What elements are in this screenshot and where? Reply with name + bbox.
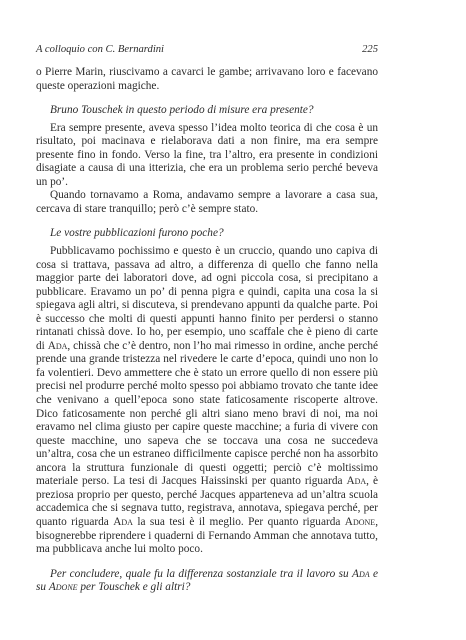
running-title: A colloquio con C. Bernardini <box>36 44 164 55</box>
ada-small-caps: Ada <box>346 475 367 488</box>
interview-question-conclusion <box>36 568 378 595</box>
text-run: Pubblicavamo pochissimo e questo è un cruccio, quando uno capiva di cosa si trattava, passava ad altro, a differenza di quello che fanno nella maggior parte dei laboratori dove, ad ogni piccola cosa, si precipitano a pubblicare. Eravamo un po’ di penna pigra e quindi, capita una cosa la si spiegava agli altri, si discuteva, si prendevano appunti da qualche parte. Poi è successo che molti di questi appunti hanno finito per perdersi o stanno rintanati chissà dove. Io ho, per esempio, uno scaffale che è pieno di carte di <box>36 245 378 352</box>
body-text <box>36 66 378 599</box>
page-number: 225 <box>362 44 378 55</box>
answer-paragraph: Era sempre presente, aveva spesso l’idea molto teorica di che cosa è un risultato, poi macinava e rielaborava dati a non finire, ma era sempre presente fino in fondo. Verso la fine, tra l’altro, era presente in condizioni disagiate a causa di una itterizia, che era un problema serio perché beveva un po’. <box>36 121 378 188</box>
answer-paragraph-publications <box>36 245 378 557</box>
text-run: , chissà che c’è dentro, non l’ho mai rimesso in ordine, anche perché prende una grande tristezza nel rivedere le carte d’epoca, quindi uno non lo fa volentieri. Devo ammettere che è stato un errore quello di non essere più precisi nel produrre perché molto spesso poi abbiamo trovato che tante idee che venivano a quell’epoca sono state faticosamente riscoperte altrove. Dico faticosamente non perché gli altri siano meno bravi di noi, ma noi eravamo nel clima giusto per capire queste macchine; a furia di vivere con queste macchine, uno sapeva che se toccava una cosa ne succedeva un’altra, cosa che un estraneo difficilmente capisce perché non ha assorbito ancora la struttura funzionale di questi oggetti; perciò c’è moltissimo materiale perso. La tesi di Jacques Haissinski per quanto riguarda <box>36 339 378 488</box>
text-run: la sua tesi è il meglio. Per quanto riguarda <box>132 515 345 528</box>
text-run: Per concludere, quale fu la differenza sostanziale tra il lavoro su <box>50 567 353 580</box>
ada-small-caps: Ada <box>352 567 370 580</box>
adone-small-caps: Adone <box>344 515 376 528</box>
answer-paragraph: Quando tornavamo a Roma, andavamo sempre a lavorare a casa sua, cercava di stare tranquillo; però c’è sempre stato. <box>36 189 378 215</box>
text-run: e su <box>36 567 378 594</box>
interview-question-touschek: Bruno Touschek in questo periodo di misure era presente? <box>50 104 314 117</box>
ada-small-caps: Ada <box>47 339 68 352</box>
text-run: per Touschek e gli altri? <box>77 581 191 594</box>
ada-small-caps: Ada <box>113 515 133 528</box>
text-run: , è preziosa proprio per questo, perché Jacques apparteneva ad un’altra scuola accademica che si segnava tutto, registrava, annotava, spiegava perché, per quanto riguarda <box>36 475 378 528</box>
interview-question-publications: Le vostre pubblicazioni furono poche? <box>50 227 224 240</box>
text-run: , bisognerebbe riprendere i quaderni di Fernando Amman che annotava tutto, ma pubblicava anche lui molto poco. <box>36 515 379 556</box>
paragraph-continuation: o Pierre Marin, riuscivamo a cavarci le gambe; arrivavano loro e facevano queste operazioni magiche. <box>36 66 378 92</box>
adone-small-caps: Adone <box>48 581 78 594</box>
running-head <box>36 43 378 57</box>
